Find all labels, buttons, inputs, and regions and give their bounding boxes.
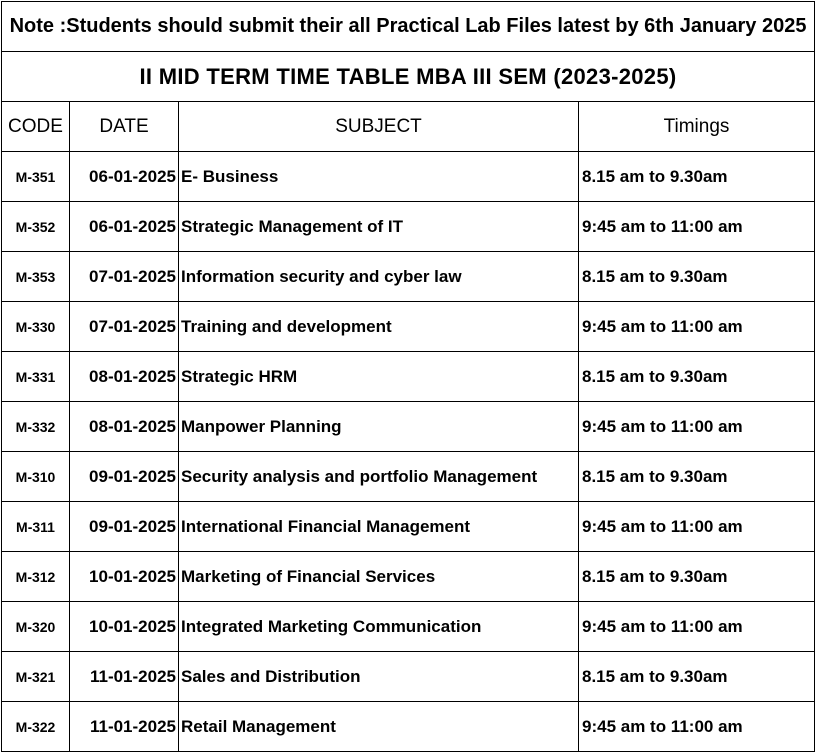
cell-date: 08-01-2025 (70, 352, 179, 402)
header-date: DATE (70, 102, 179, 152)
cell-timing: 8.15 am to 9.30am (579, 352, 815, 402)
cell-subject: Training and development (179, 302, 579, 352)
header-timings: Timings (579, 102, 815, 152)
cell-subject: Strategic HRM (179, 352, 579, 402)
cell-timing: 8.15 am to 9.30am (579, 152, 815, 202)
cell-subject: Integrated Marketing Communication (179, 602, 579, 652)
table-row (2, 652, 815, 702)
cell-subject: Strategic Management of IT (179, 202, 579, 252)
cell-code: M-320 (2, 602, 70, 652)
cell-timing: 9:45 am to 11:00 am (579, 202, 815, 252)
header-subject: SUBJECT (179, 102, 579, 152)
cell-code: M-310 (2, 452, 70, 502)
cell-subject: Information security and cyber law (179, 252, 579, 302)
page-title: II MID TERM TIME TABLE MBA III SEM (2023-2025) (2, 52, 815, 102)
cell-timing: 9:45 am to 11:00 am (579, 402, 815, 452)
table-row (2, 502, 815, 552)
cell-timing: 9:45 am to 11:00 am (579, 602, 815, 652)
table-row (2, 402, 815, 452)
cell-code: M-332 (2, 402, 70, 452)
cell-code: M-351 (2, 152, 70, 202)
cell-date: 11-01-2025 (70, 702, 179, 752)
cell-code: M-321 (2, 652, 70, 702)
cell-date: 07-01-2025 (70, 252, 179, 302)
cell-subject: Marketing of Financial Services (179, 552, 579, 602)
table-row (2, 202, 815, 252)
table-row (2, 452, 815, 502)
header-row (2, 102, 815, 152)
cell-timing: 9:45 am to 11:00 am (579, 502, 815, 552)
cell-timing: 8.15 am to 9.30am (579, 252, 815, 302)
cell-date: 10-01-2025 (70, 602, 179, 652)
table-row (2, 302, 815, 352)
cell-date: 06-01-2025 (70, 152, 179, 202)
cell-code: M-311 (2, 502, 70, 552)
cell-code: M-352 (2, 202, 70, 252)
cell-code: M-353 (2, 252, 70, 302)
cell-subject: Sales and Distribution (179, 652, 579, 702)
cell-subject: Retail Management (179, 702, 579, 752)
cell-subject: Manpower Planning (179, 402, 579, 452)
table-row (2, 252, 815, 302)
cell-code: M-330 (2, 302, 70, 352)
cell-date: 09-01-2025 (70, 452, 179, 502)
note-banner: Note :Students should submit their all Practical Lab Files latest by 6th January 2025 (2, 2, 815, 52)
cell-date: 06-01-2025 (70, 202, 179, 252)
cell-code: M-312 (2, 552, 70, 602)
header-code: CODE (2, 102, 70, 152)
cell-date: 10-01-2025 (70, 552, 179, 602)
cell-date: 09-01-2025 (70, 502, 179, 552)
cell-timing: 9:45 am to 11:00 am (579, 702, 815, 752)
table-row (2, 352, 815, 402)
cell-timing: 8.15 am to 9.30am (579, 552, 815, 602)
cell-subject: Security analysis and portfolio Management (179, 452, 579, 502)
cell-timing: 8.15 am to 9.30am (579, 652, 815, 702)
table-row (2, 152, 815, 202)
timetable (1, 1, 815, 752)
table-row (2, 602, 815, 652)
cell-subject: E- Business (179, 152, 579, 202)
cell-timing: 8.15 am to 9.30am (579, 452, 815, 502)
cell-code: M-331 (2, 352, 70, 402)
timetable-body (2, 2, 815, 752)
cell-date: 11-01-2025 (70, 652, 179, 702)
cell-date: 08-01-2025 (70, 402, 179, 452)
cell-code: M-322 (2, 702, 70, 752)
cell-timing: 9:45 am to 11:00 am (579, 302, 815, 352)
table-row (2, 552, 815, 602)
table-row (2, 702, 815, 752)
cell-subject: International Financial Management (179, 502, 579, 552)
cell-date: 07-01-2025 (70, 302, 179, 352)
